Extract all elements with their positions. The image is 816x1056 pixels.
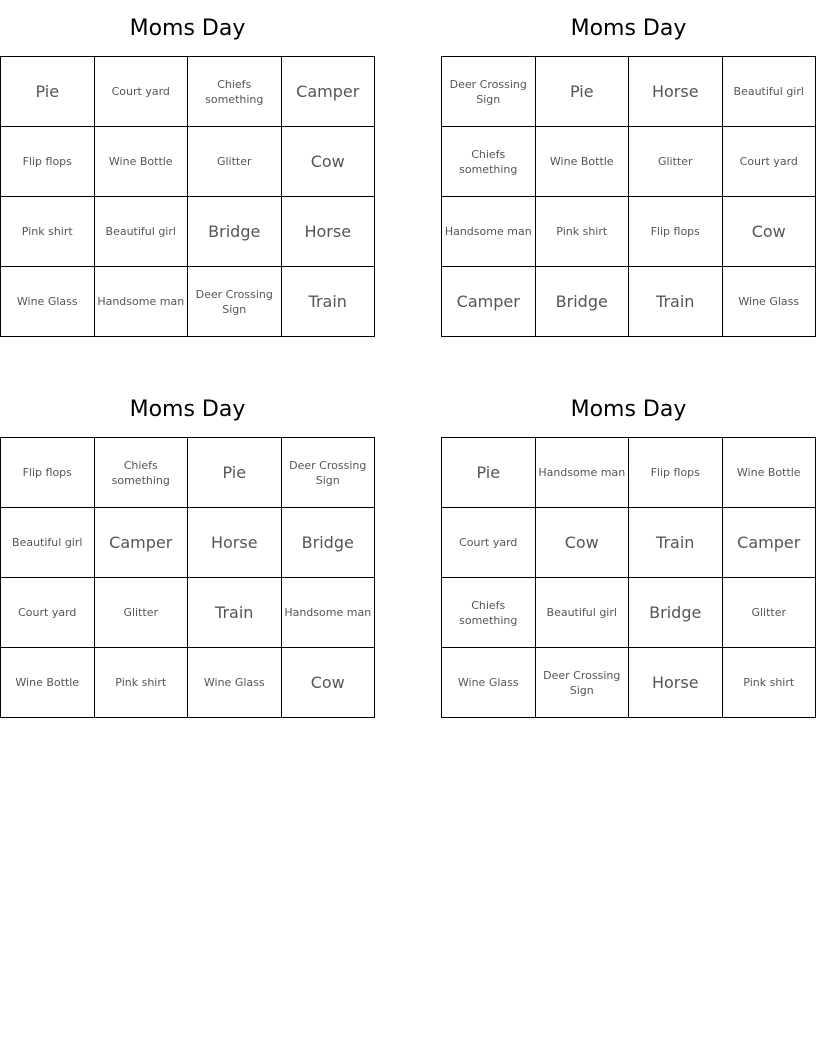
- bingo-grid: [0, 56, 375, 337]
- grid-cell: Glitter: [188, 127, 282, 197]
- grid-cell: Cow: [723, 197, 816, 267]
- grid-cell: Flip flops: [1, 438, 95, 508]
- grid-cell: Glitter: [723, 578, 816, 648]
- grid-cell: Flip flops: [629, 197, 723, 267]
- grid-cell: Wine Glass: [442, 648, 536, 718]
- grid-cell: Court yard: [442, 508, 536, 578]
- grid-cell: Wine Glass: [723, 267, 816, 337]
- grid-cell: Flip flops: [629, 438, 723, 508]
- grid-cell: Pie: [442, 438, 536, 508]
- grid-cell: Chiefs something: [442, 578, 536, 648]
- bingo-grid: [0, 437, 375, 718]
- grid-cell: Handsome man: [282, 578, 376, 648]
- grid-cell: Pink shirt: [723, 648, 816, 718]
- grid-cell: Wine Bottle: [1, 648, 95, 718]
- grid-cell: Beautiful girl: [536, 578, 630, 648]
- grid-cell: Handsome man: [536, 438, 630, 508]
- card-title: Moms Day: [570, 397, 687, 422]
- bingo-card-1: [0, 1, 375, 337]
- grid-cell: Court yard: [95, 57, 189, 127]
- grid-cell: Train: [629, 267, 723, 337]
- grid-cell: Camper: [723, 508, 816, 578]
- grid-cell: Pink shirt: [1, 197, 95, 267]
- grid-cell: Wine Bottle: [536, 127, 630, 197]
- grid-cell: Court yard: [1, 578, 95, 648]
- grid-cell: Pink shirt: [95, 648, 189, 718]
- grid-cell: Beautiful girl: [95, 197, 189, 267]
- grid-cell: Horse: [629, 648, 723, 718]
- grid-cell: Chiefs something: [188, 57, 282, 127]
- grid-cell: Horse: [188, 508, 282, 578]
- grid-cell: Horse: [282, 197, 376, 267]
- grid-cell: Train: [629, 508, 723, 578]
- grid-cell: Pink shirt: [536, 197, 630, 267]
- grid-cell: Cow: [282, 648, 376, 718]
- grid-cell: Wine Bottle: [723, 438, 816, 508]
- grid-cell: Court yard: [723, 127, 816, 197]
- grid-cell: Chiefs something: [95, 438, 189, 508]
- grid-cell: Train: [188, 578, 282, 648]
- grid-cell: Glitter: [629, 127, 723, 197]
- grid-cell: Handsome man: [442, 197, 536, 267]
- grid-cell: Train: [282, 267, 376, 337]
- grid-cell: Deer Crossing Sign: [442, 57, 536, 127]
- grid-cell: Pie: [1, 57, 95, 127]
- grid-cell: Glitter: [95, 578, 189, 648]
- card-title: Moms Day: [129, 16, 246, 41]
- bingo-card-3: [0, 382, 375, 718]
- grid-cell: Horse: [629, 57, 723, 127]
- grid-cell: Beautiful girl: [1, 508, 95, 578]
- bingo-card-4: [441, 382, 816, 718]
- grid-cell: Bridge: [536, 267, 630, 337]
- grid-cell: Wine Bottle: [95, 127, 189, 197]
- grid-cell: Beautiful girl: [723, 57, 816, 127]
- grid-cell: Wine Glass: [188, 648, 282, 718]
- grid-cell: Deer Crossing Sign: [536, 648, 630, 718]
- grid-cell: Camper: [282, 57, 376, 127]
- grid-cell: Bridge: [629, 578, 723, 648]
- grid-cell: Deer Crossing Sign: [282, 438, 376, 508]
- grid-cell: Wine Glass: [1, 267, 95, 337]
- grid-cell: Bridge: [282, 508, 376, 578]
- grid-cell: Cow: [536, 508, 630, 578]
- grid-cell: Camper: [442, 267, 536, 337]
- card-title: Moms Day: [129, 397, 246, 422]
- bingo-card-2: [441, 1, 816, 337]
- grid-cell: Handsome man: [95, 267, 189, 337]
- grid-cell: Bridge: [188, 197, 282, 267]
- grid-cell: Camper: [95, 508, 189, 578]
- grid-cell: Pie: [188, 438, 282, 508]
- grid-cell: Flip flops: [1, 127, 95, 197]
- grid-cell: Deer Crossing Sign: [188, 267, 282, 337]
- grid-cell: Pie: [536, 57, 630, 127]
- card-title: Moms Day: [570, 16, 687, 41]
- bingo-grid: [441, 437, 816, 718]
- grid-cell: Cow: [282, 127, 376, 197]
- bingo-grid: [441, 56, 816, 337]
- grid-cell: Chiefs something: [442, 127, 536, 197]
